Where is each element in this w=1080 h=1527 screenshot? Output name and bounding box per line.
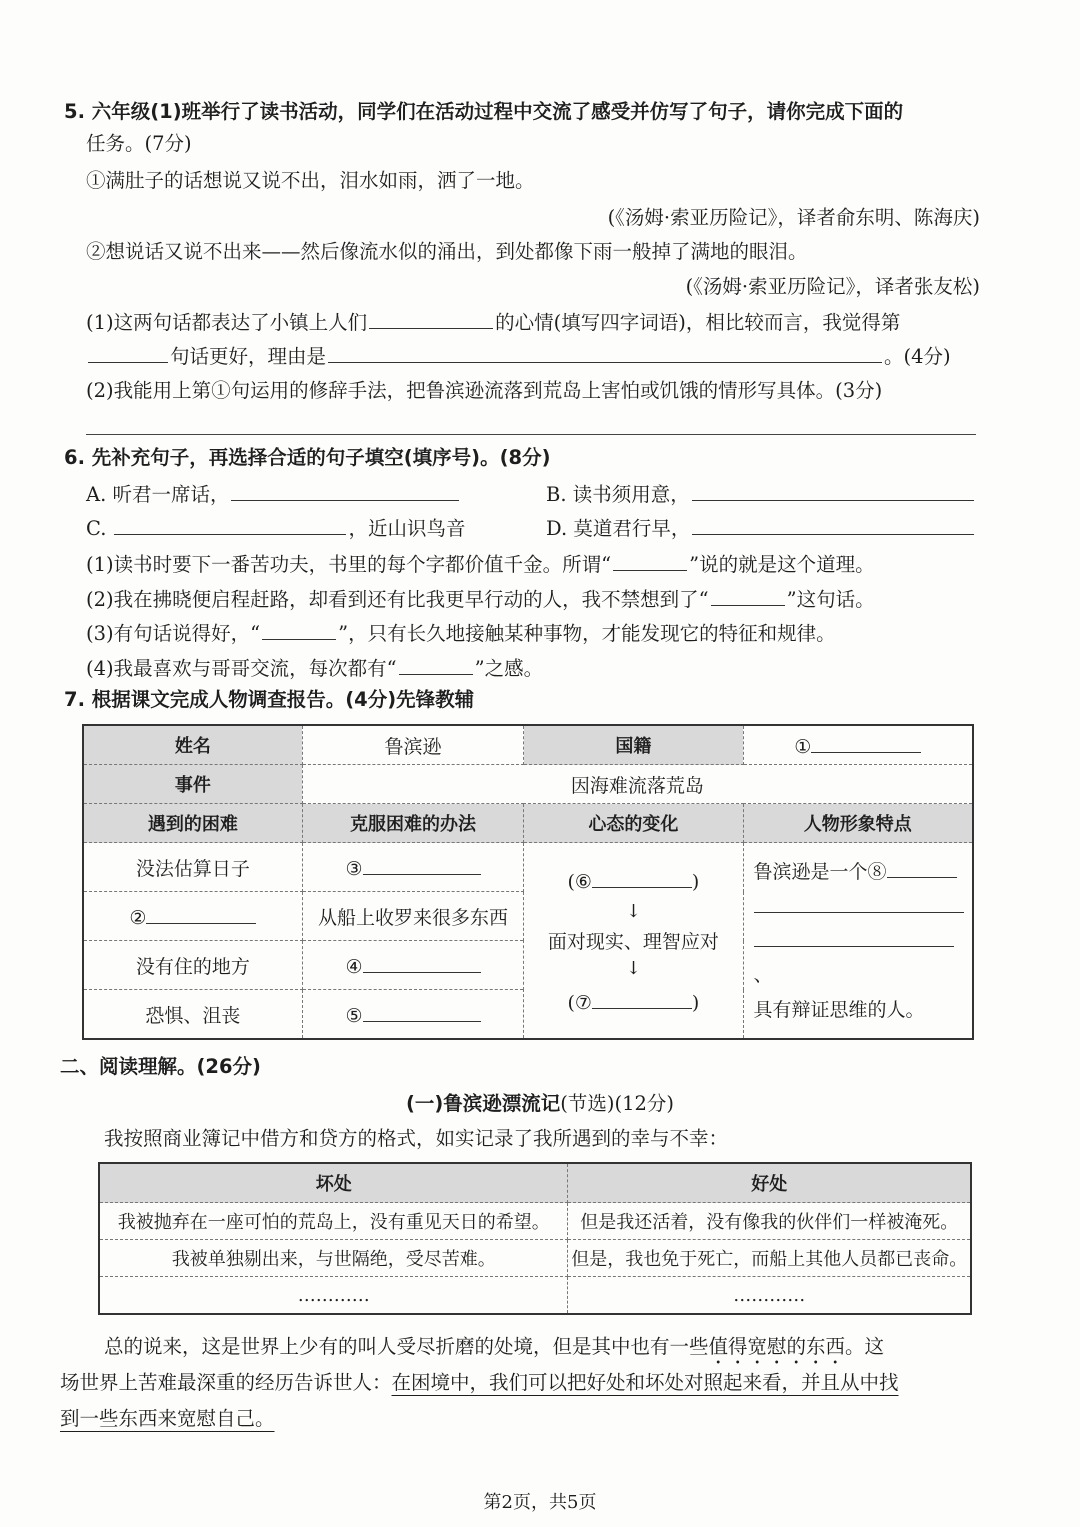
q6-option-a-text: A. 听君一席话， <box>86 483 230 506</box>
q6-option-c-label: C. <box>86 517 107 540</box>
q5-text: 5. 六年级(1)班举行了读书活动，同学们在活动过程中交流了感受并仿写了句子，请你完成下面的 <box>64 100 904 123</box>
section2-title <box>60 1052 261 1082</box>
q6-s3-blank[interactable] <box>262 617 336 640</box>
solution-3-blank[interactable] <box>363 952 481 973</box>
ledger-bad-1: 我被抛弃在一座可怕的荒岛上，没有重见天日的希望。 <box>99 1203 568 1240</box>
passage-title <box>0 1089 1080 1119</box>
passage-title-rest: (节选)(12分) <box>560 1092 675 1115</box>
q6-option-b-text: B. 读书须用意， <box>546 483 690 506</box>
passage-p2-underlined: 在困境中，我们可以把好处和坏处对照起来看，并且从中找 <box>391 1371 899 1394</box>
q6-s3 <box>86 617 836 649</box>
difficulty-2-marker: ② <box>129 907 147 929</box>
q6-s1-text-b: ”说的就是这个道理。 <box>689 553 875 576</box>
q6-s1-text-a: (1)读书时要下一番苦功夫，书里的每个字都价值千金。所谓“ <box>86 553 612 576</box>
mindset-step-2: 面对现实、理智应对 <box>547 931 719 953</box>
solution-4-marker: ⑤ <box>345 1005 363 1027</box>
section2-title-text: 二、阅读理解。(26分) <box>60 1055 261 1078</box>
q5-sub1-line <box>86 306 900 338</box>
down-arrow-icon: ↓ <box>625 958 641 979</box>
col-solution: 克服困难的办法 <box>302 804 523 843</box>
traits-line-3[interactable] <box>754 924 972 992</box>
event-header: 事件 <box>83 765 302 804</box>
q5-sub2: (2)我能用上第①句运用的修辞手法，把鲁滨逊流落到荒岛上害怕或饥饿的情形写具体。(3分) <box>86 379 883 402</box>
mindset-cell <box>524 843 743 1040</box>
q7-title-text: 7. 根据课文完成人物调查报告。(4分)先锋教辅 <box>64 688 475 711</box>
q6-option-d-text: D. 莫道君行早， <box>546 517 691 540</box>
q6-s3-text-b: ”，只有长久地接触某种事物，才能发现它的特征和规律。 <box>338 622 836 645</box>
nationality-cell[interactable] <box>743 725 973 765</box>
mindset-6-marker: (⑥ <box>567 871 592 893</box>
nationality-blank[interactable] <box>811 732 921 753</box>
col-difficulty: 遇到的困难 <box>83 804 302 843</box>
q5-sub1-text-c: 句话更好，理由是 <box>170 345 327 368</box>
ledger-good-1: 但是我还活着，没有像我的伙伴们一样被淹死。 <box>568 1203 971 1240</box>
mindset-step-1[interactable] <box>524 867 742 893</box>
character-report-table <box>82 724 974 1040</box>
difficulty-1: 没法估算日子 <box>83 843 302 892</box>
q6-blank-b[interactable] <box>692 478 974 501</box>
q6-s2-text-a: (2)我在拂晓便启程赶路，却看到还有比我更早行动的人，我不禁想到了“ <box>86 588 709 611</box>
q7-title <box>64 685 474 715</box>
q6-title <box>64 443 550 473</box>
q6-option-c <box>86 512 465 544</box>
passage-line1 <box>104 1332 884 1369</box>
q6-s1 <box>86 548 875 580</box>
passage-p1-a: 总的说来，这是世界上少有的叫人受尽折磨的处境，但是其中也有一些 <box>104 1335 709 1358</box>
traits-text: 鲁滨逊是一个⑧ <box>753 860 887 883</box>
q5-sub1-text-d: 。(4分) <box>884 345 951 368</box>
q6-title-text: 6. 先补充句子，再选择合适的句子填空(填序号)。(8分) <box>64 446 551 469</box>
q6-blank-c[interactable] <box>114 512 346 535</box>
difficulty-4: 恐惧、沮丧 <box>83 990 302 1040</box>
q6-s4-text-a: (4)我最喜欢与哥哥交流，每次都有“ <box>86 657 397 680</box>
traits-blank-2[interactable] <box>754 892 964 913</box>
q5-sub1-text-a: (1)这两句话都表达了小镇上人们 <box>86 311 368 334</box>
ledger-table <box>98 1162 972 1315</box>
q6-s2-text-b: ”这句话。 <box>786 588 875 611</box>
col-mindset: 心态的变化 <box>524 804 743 843</box>
q5-blank-which[interactable] <box>88 340 168 363</box>
traits-blank-1[interactable] <box>887 857 957 878</box>
q5-source1: (《汤姆·索亚历险记》，译者俞东明、陈海庆) <box>607 206 980 229</box>
q5-line1 <box>64 97 903 127</box>
ledger-bad-2: 我被单独剔出来，与世隔绝，受尽苦难。 <box>99 1240 568 1277</box>
mindset-6-blank[interactable] <box>592 867 692 888</box>
ledger-good-3: ………… <box>568 1277 971 1315</box>
solution-1-blank[interactable] <box>363 854 481 875</box>
q6-option-d <box>546 512 976 544</box>
q6-blank-a[interactable] <box>231 478 459 501</box>
passage-line2 <box>60 1368 899 1398</box>
q5-sub1-line2 <box>86 340 951 372</box>
event-value: 因海难流落荒岛 <box>302 765 973 804</box>
q5-blank-mood[interactable] <box>369 306 493 329</box>
passage-line3 <box>60 1404 275 1434</box>
solution-3[interactable] <box>302 941 523 990</box>
q5-sentence1: ①满肚子的话想说又说不出，泪水如雨，洒了一地。 <box>86 169 535 192</box>
traits-separator: 、 <box>753 963 773 986</box>
name-value: 鲁滨逊 <box>302 725 523 765</box>
down-arrow-icon: ↓ <box>625 901 641 922</box>
q6-s4-text-b: ”之感。 <box>474 657 544 680</box>
traits-line-4: 具有辩证思维的人。 <box>753 998 925 1021</box>
ledger-bad-3: ………… <box>99 1277 568 1315</box>
difficulty-3: 没有住的地方 <box>83 941 302 990</box>
ledger-good-2: 但是，我也免于死亡，而船上其他人员都已丧命。 <box>568 1240 971 1277</box>
traits-cell <box>743 843 973 1040</box>
passage-p2-a: 场世界上苦难最深重的经历告诉世人： <box>60 1371 392 1394</box>
passage-p1-emphasis: 值得宽慰的东西 <box>708 1335 846 1358</box>
q6-s3-text-a: (3)有句话说得好，“ <box>86 622 261 645</box>
passage-p1-c: 。这 <box>845 1335 885 1358</box>
ledger-bad-header: 坏处 <box>99 1163 568 1203</box>
q5-source2: (《汤姆·索亚历险记》，译者张友松) <box>685 275 980 298</box>
mindset-7-marker: (⑦ <box>567 992 592 1014</box>
passage-p3-underlined: 到一些东西来宽慰自己。 <box>60 1407 275 1430</box>
name-header: 姓名 <box>83 725 302 765</box>
q6-option-a <box>86 478 461 510</box>
nationality-marker: ① <box>794 736 812 758</box>
q6-s4 <box>86 652 543 684</box>
q5-blank-reason[interactable] <box>328 340 882 363</box>
q6-s4-blank[interactable] <box>399 652 473 675</box>
col-traits: 人物形象特点 <box>743 804 973 843</box>
q5-answer-line[interactable] <box>86 434 976 435</box>
q6-s1-blank[interactable] <box>613 548 687 571</box>
q5-line2: 任务。(7分) <box>86 132 192 155</box>
traits-line-2[interactable] <box>754 890 972 924</box>
q6-option-b <box>546 478 976 510</box>
page-footer: 第2页，共5页 <box>483 1492 597 1513</box>
q6-blank-d[interactable] <box>692 512 974 535</box>
q6-s2 <box>86 583 875 615</box>
mindset-7-close: ) <box>691 992 700 1014</box>
solution-1[interactable] <box>302 843 523 892</box>
q5-sentence2: ②想说话又说不出来——然后像流水似的涌出，到处都像下雨一般掉了满地的眼泪。 <box>86 240 808 263</box>
solution-4[interactable] <box>302 990 523 1040</box>
passage-intro: 我按照商业簿记中借方和贷方的格式，如实记录了我所遇到的幸与不幸： <box>104 1127 729 1150</box>
traits-blank-3[interactable] <box>754 926 954 947</box>
ledger-good-header: 好处 <box>568 1163 971 1203</box>
mindset-step-3[interactable] <box>524 988 742 1014</box>
solution-2: 从船上收罗来很多东西 <box>302 892 523 941</box>
solution-1-marker: ③ <box>345 858 363 880</box>
mindset-7-blank[interactable] <box>592 988 692 1009</box>
solution-4-blank[interactable] <box>363 1001 481 1022</box>
q6-option-c-text: ，近山识鸟音 <box>348 517 466 540</box>
passage-title-bold: (一)鲁滨逊漂流记 <box>405 1092 561 1115</box>
traits-line-1[interactable] <box>754 854 972 890</box>
solution-3-marker: ④ <box>345 956 363 978</box>
nationality-header: 国籍 <box>524 725 743 765</box>
difficulty-2-blank[interactable] <box>146 903 256 924</box>
mindset-6-close: ) <box>691 871 700 893</box>
q6-s2-blank[interactable] <box>711 583 785 606</box>
difficulty-2[interactable] <box>83 892 302 941</box>
q5-sub1-text-b: 的心情(填写四字词语)，相比较而言，我觉得第 <box>495 311 901 334</box>
